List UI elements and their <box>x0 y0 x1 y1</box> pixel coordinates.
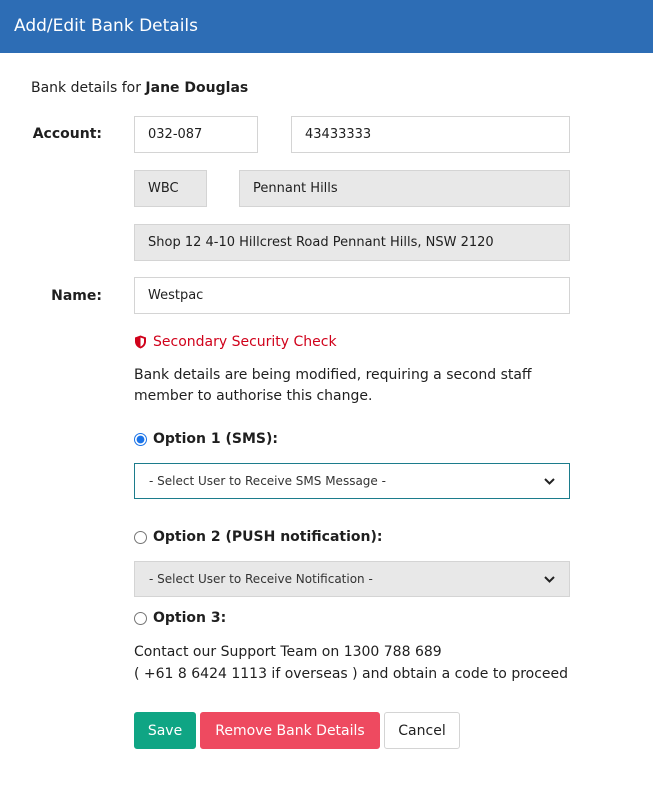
security-check-title: Secondary Security Check <box>153 334 337 350</box>
security-description: Bank details are being modified, requiring a second staff member to authorise this change. <box>134 367 532 404</box>
push-user-select-value: - Select User to Receive Notification - <box>149 572 373 586</box>
branch-field: Pennant Hills <box>239 170 570 207</box>
option-2-push[interactable] <box>134 527 382 547</box>
option-3-radio[interactable] <box>134 612 147 625</box>
support-contact-text <box>134 641 594 685</box>
bank-code-field: WBC <box>134 170 207 207</box>
chevron-down-icon <box>544 478 555 485</box>
option-2-label: Option 2 (PUSH notification): <box>153 529 383 545</box>
sms-user-select[interactable] <box>134 463 570 499</box>
support-line-2: ( +61 8 6424 1113 if overseas ) and obtain a code to proceed <box>134 666 569 682</box>
branch-address-field: Shop 12 4-10 Hillcrest Road Pennant Hills, NSW 2120 <box>134 224 570 261</box>
option-1-label: Option 1 (SMS): <box>153 431 278 447</box>
shield-icon <box>134 335 147 349</box>
account-label: Account: <box>32 126 102 142</box>
name-label: Name: <box>51 288 102 304</box>
option-1-sms[interactable] <box>134 429 278 449</box>
push-user-select[interactable] <box>134 561 570 597</box>
remove-bank-details-button[interactable]: Remove Bank Details <box>200 712 380 749</box>
sms-user-select-value: - Select User to Receive SMS Message - <box>149 474 386 488</box>
intro-text <box>31 78 248 98</box>
dialog-header <box>0 0 653 53</box>
chevron-down-icon <box>544 576 555 583</box>
account-number-input[interactable] <box>291 116 570 153</box>
bsb-input[interactable] <box>134 116 258 153</box>
customer-name: Jane Douglas <box>145 80 249 96</box>
dialog-title: Add/Edit Bank Details <box>14 16 199 36</box>
option-2-radio[interactable] <box>134 531 147 544</box>
save-button[interactable]: Save <box>134 712 196 749</box>
security-check-heading <box>134 332 337 352</box>
option-1-radio[interactable] <box>134 433 147 446</box>
option-3-support[interactable] <box>134 608 226 628</box>
cancel-button[interactable]: Cancel <box>384 712 460 749</box>
intro-prefix: Bank details for <box>31 80 141 96</box>
option-3-label: Option 3: <box>153 610 227 626</box>
account-name-input[interactable] <box>134 277 570 314</box>
support-line-1: Contact our Support Team on 1300 788 689 <box>134 644 442 660</box>
